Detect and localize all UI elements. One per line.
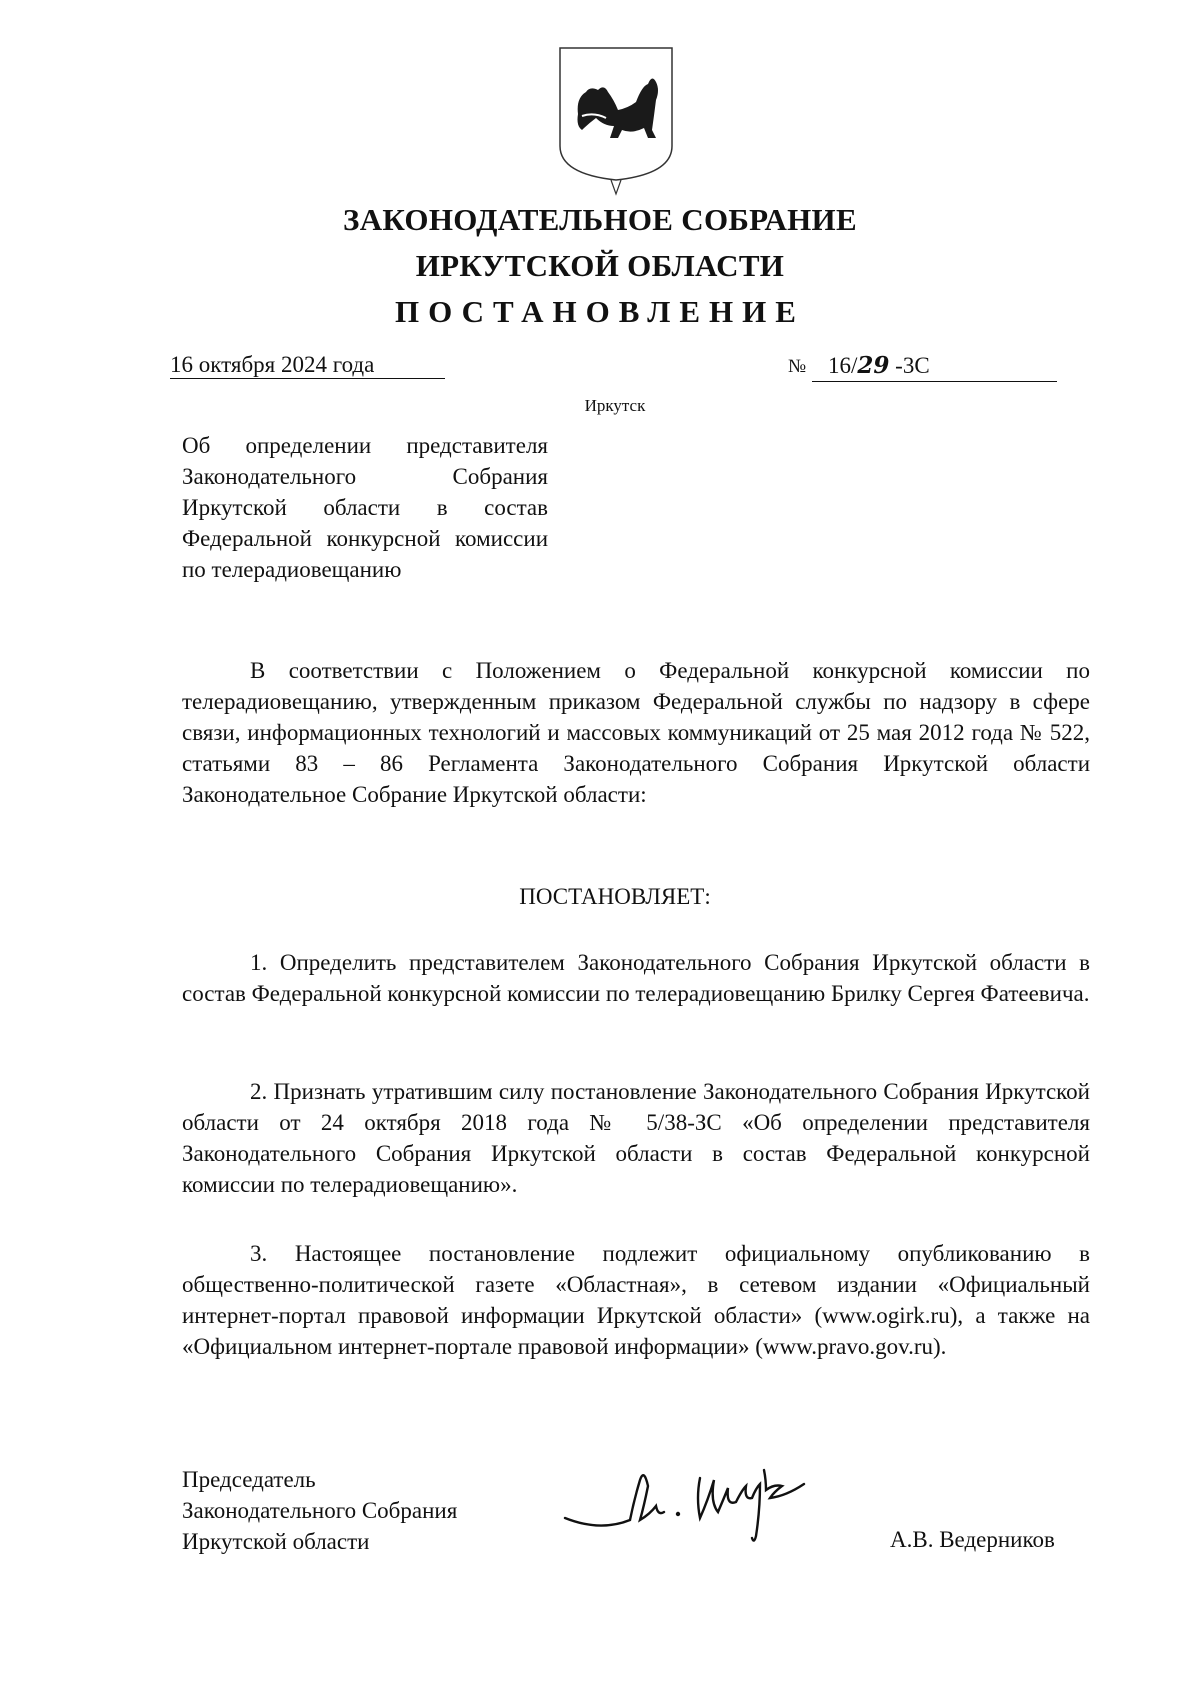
number-underline: [812, 381, 1057, 382]
signatory-title-line-3: Иркутской области: [182, 1529, 370, 1554]
organization-line-2: ИРКУТСКОЙ ОБЛАСТИ: [415, 248, 785, 283]
resolves-heading: ПОСТАНОВЛЯЕТ:: [519, 884, 711, 909]
number-prefix: 16/: [828, 353, 858, 378]
date-underline: [170, 378, 445, 379]
signatory-title-line-1: Председатель: [182, 1467, 316, 1492]
number-handwritten: 29: [857, 352, 890, 379]
handwritten-signature: [560, 1440, 850, 1555]
signatory-title: [182, 1464, 457, 1557]
intro-paragraph: В соответствии с Положением о Федеральной конкурсной комиссии по телерадиовещанию, утвержденным приказом Федеральной службы по надзору в сфере связи, информационных технологий и массовых коммуникаций от 25 мая 2012 года № 522, статьями 83 – 86 Регламента Законодательного Собрания Иркутской области Законодательное Собрание Иркутской области:: [182, 658, 1090, 807]
resolution-item-3: 3. Настоящее постановление подлежит официальному опубликованию в общественно-политической газете «Областная», в сетевом издании «Официальный интернет-портал правовой информации Иркутской области» (www.ogirk.ru), а также на «Официальном интернет-портале правовой информации» (www.pravo.gov.ru).: [182, 1241, 1090, 1359]
organization-line-1: ЗАКОНОДАТЕЛЬНОЕ СОБРАНИЕ: [343, 202, 857, 237]
resolution-item-2: 2. Признать утратившим силу постановление Законодательного Собрания Иркутской области от 24 октября 2018 года № 5/38-ЗС «Об определении представителя Законодательного Собрания Иркутской области в состав Федеральной конкурсной комиссии по телерадиовещанию».: [182, 1079, 1090, 1197]
document-subject: Об определении представителя Законодательного Собрания Иркутской области в состав Федеральной конкурсной комиссии по телерадиовещанию: [182, 433, 548, 582]
coat-of-arms-emblem: [556, 46, 676, 196]
resolution-item-1: 1. Определить представителем Законодательного Собрания Иркутской области в состав Федеральной конкурсной комиссии по телерадиовещанию Брилку Сергея Фатеевича.: [182, 950, 1090, 1006]
number-sign: №: [788, 356, 807, 377]
signatory-name: А.В. Ведерников: [890, 1527, 1055, 1552]
city-label: Иркутск: [584, 396, 646, 415]
signatory-title-line-2: Законодательного Собрания: [182, 1498, 458, 1523]
number-suffix: -3С: [889, 353, 930, 378]
document-date: 16 октября 2024 года: [170, 352, 375, 377]
document-number: [828, 352, 930, 379]
document-type-title: ПОСТАНОВЛЕНИЕ: [395, 294, 805, 329]
